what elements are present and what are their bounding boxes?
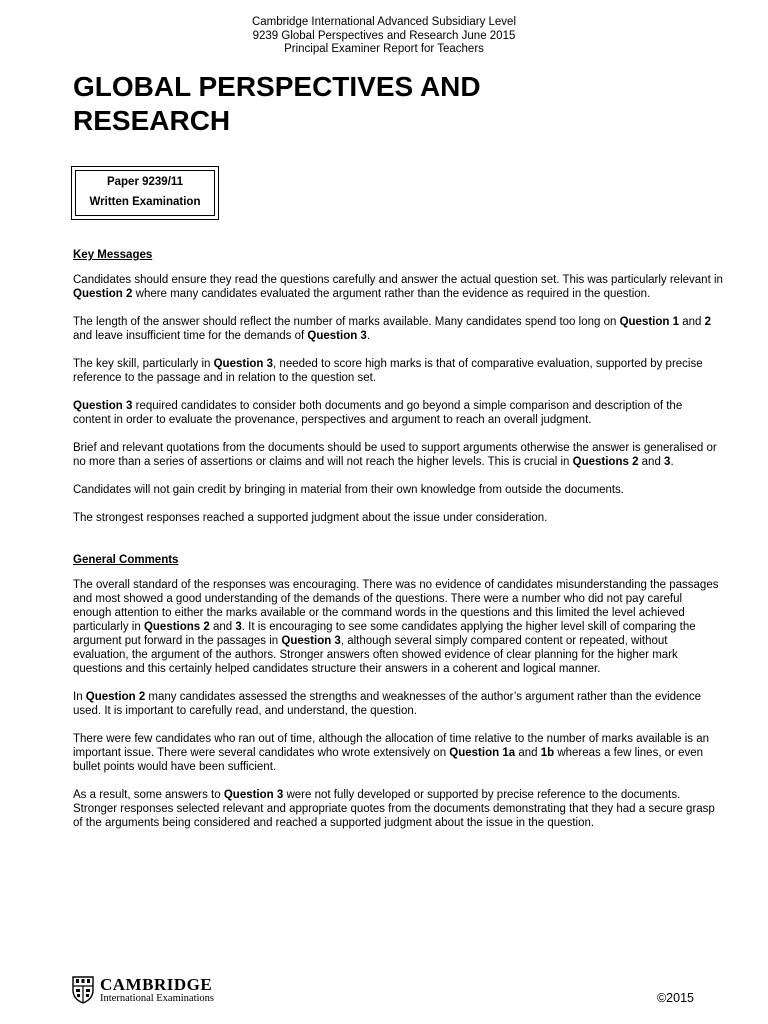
text: In xyxy=(73,691,86,703)
bold-text: Question 2 xyxy=(73,288,133,300)
bold-text: 1b xyxy=(540,747,555,759)
text: The length of the answer should reflect the number of marks available. Many candidates spend too long on xyxy=(73,316,620,328)
key-messages-paragraph-2 xyxy=(73,315,723,343)
copyright-notice: ©2015 xyxy=(656,991,694,1005)
bold-text: Questions 2 xyxy=(143,621,210,633)
general-comments-heading: General Comments xyxy=(73,554,179,566)
text: were not fully developed or supported by precise reference to the documents. Stronger responses selected relevant and appropriate quotes from the documents demonstrating that they had a secure grasp of the arguments being considered and reached a supported judgment about the issue in the question. xyxy=(73,789,715,829)
bold-text: Question 1a xyxy=(449,747,516,759)
header-line-1: Cambridge International Advanced Subsidiary Level xyxy=(251,16,517,28)
logo-subtitle: International Examinations xyxy=(100,993,215,1004)
text: As a result, some answers to xyxy=(73,789,224,801)
key-messages-heading: Key Messages xyxy=(73,249,153,261)
page-title xyxy=(73,70,713,138)
paper-info-box xyxy=(71,166,219,220)
header-line-3: Principal Examiner Report for Teachers xyxy=(284,43,484,55)
bold-text: Question 3 xyxy=(213,358,274,370)
bold-text: 3 xyxy=(235,621,242,633)
report-header xyxy=(0,16,768,57)
text: and xyxy=(515,747,541,759)
paper-number: Paper 9239/11 xyxy=(106,176,184,188)
key-messages-paragraph-7: The strongest responses reached a supported judgment about the issue under consideration. xyxy=(73,512,548,524)
key-messages-paragraph-5 xyxy=(73,441,723,469)
general-comments-paragraph-1 xyxy=(73,578,723,676)
cambridge-shield-icon xyxy=(72,976,94,1004)
general-comments-paragraph-3 xyxy=(73,732,723,774)
bold-text: Question 2 xyxy=(85,691,146,703)
general-comments-paragraph-2 xyxy=(73,690,723,718)
text: The key skill, particularly in xyxy=(73,358,214,370)
text: The overall standard of the responses was encouraging. There was no evidence of candidates misunderstanding the passages and most showed a good understanding of the demands of the questions. There were a number who did not pay careful enough attention to either the marks available or the command words in the questions and this limited the level achieved particularly in xyxy=(73,579,719,633)
key-messages-paragraph-6: Candidates will not gain credit by bringing in material from their own knowledge from outside the documents. xyxy=(73,484,625,496)
text: and xyxy=(209,621,236,633)
key-messages-paragraph-4 xyxy=(73,399,723,427)
cambridge-logo xyxy=(72,976,272,1006)
logo-name: CAMBRIDGE xyxy=(100,975,213,994)
text: Brief and relevant quotations from the documents should be used to support arguments otherwise the answer is generalised or no more than a series of assertions or claims and will not reach the higher levels. This is crucial in xyxy=(73,442,717,468)
report-body xyxy=(73,248,723,844)
title-line-2: RESEARCH xyxy=(73,105,231,136)
text: , although several simply compared content or repeated, without evaluation, the argument of the authors. Stronger answers often showed evidence of clear planning for the higher mark questions and this certainly helped candidates structure their answers in a coherent and logical manner. xyxy=(73,635,678,675)
text: where many candidates evaluated the argument rather than the evidence as required in the question. xyxy=(132,288,651,300)
text: and leave insufficient time for the demands of xyxy=(73,330,308,342)
bold-text: Question 1 xyxy=(619,316,680,328)
text: . It is encouraging to see some candidates applying the higher level skill of comparing the argument put forward in the passages in xyxy=(73,621,696,647)
text: . xyxy=(670,456,674,468)
text: many candidates assessed the strengths and weaknesses of the author’s argument rather than the evidence used. It is important to carefully read, and understand, the question. xyxy=(73,691,701,717)
bold-text: Question 3 xyxy=(223,789,284,801)
general-comments-paragraph-4 xyxy=(73,788,723,830)
title-line-1: GLOBAL PERSPECTIVES AND xyxy=(73,71,481,102)
paper-type: Written Examination xyxy=(89,196,201,208)
bold-text: Questions 2 xyxy=(572,456,639,468)
bold-text: Question 3 xyxy=(73,400,133,412)
text: required candidates to consider both documents and go beyond a simple comparison and description of the content in order to evaluate the provenance, perspectives and argument to reach an overall judgment. xyxy=(73,400,683,426)
text: and xyxy=(679,316,705,328)
paper-info-inner xyxy=(75,170,215,216)
bold-text: 3 xyxy=(664,456,671,468)
bold-text: Question 3 xyxy=(281,635,341,647)
bold-text: 2 xyxy=(704,316,711,328)
bold-text: Question 3 xyxy=(307,330,367,342)
text: . xyxy=(366,330,371,342)
section-spacer xyxy=(73,539,723,553)
text: , needed to score high marks is that of comparative evaluation, supported by precise reference to the passage and in relation to the question set. xyxy=(73,358,703,384)
text: whereas a few lines, or even bullet points would have been sufficient. xyxy=(73,747,704,773)
text: and xyxy=(638,456,665,468)
text: There were few candidates who ran out of time, although the allocation of time relative to the number of marks available is an important issue. There were several candidates who wrote extensively on xyxy=(73,733,710,759)
text: Candidates should ensure they read the questions carefully and answer the actual question set. This was particularly relevant in xyxy=(73,274,723,286)
header-line-2: 9239 Global Perspectives and Research June 2015 xyxy=(252,29,516,42)
key-messages-paragraph-3 xyxy=(73,357,723,385)
key-messages-paragraph-1 xyxy=(73,273,723,301)
